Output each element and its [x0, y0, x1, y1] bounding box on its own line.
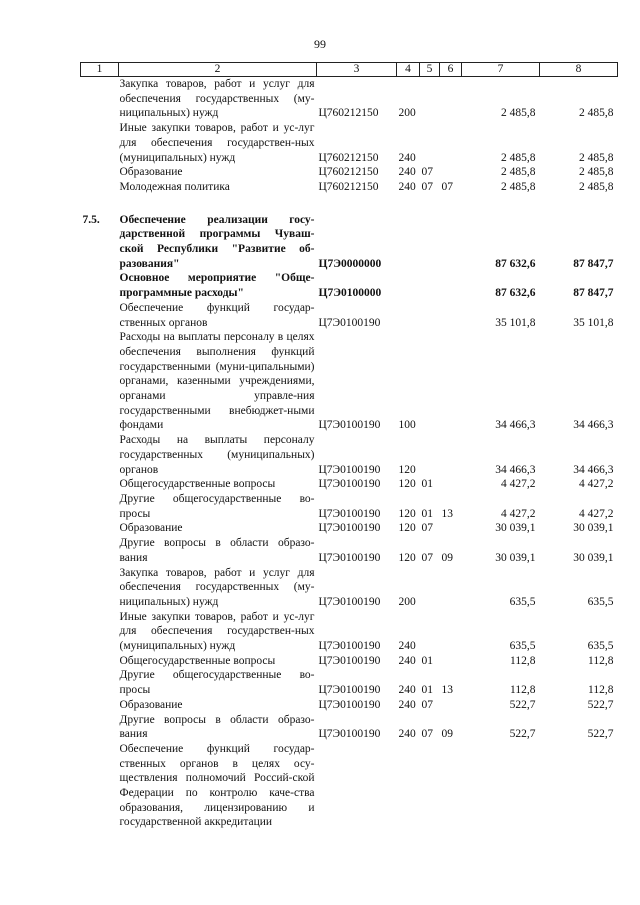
table-row	[81, 742, 618, 830]
target-code: Ц760212150	[318, 107, 379, 120]
header-cell-4: 4	[397, 63, 420, 77]
section-number	[81, 330, 119, 433]
subsection-code	[440, 330, 462, 433]
subsection-code	[440, 165, 462, 180]
amount-year-2	[540, 742, 618, 830]
amount-year-1: 30 039,1	[495, 522, 536, 535]
table-row	[81, 213, 618, 272]
amount-year-2: 4 427,2	[579, 507, 614, 520]
budget-table	[80, 62, 618, 830]
section-number	[81, 180, 119, 195]
amount-year-1: 2 485,8	[501, 151, 536, 164]
table-row	[81, 610, 618, 654]
amount-year-2: 30 039,1	[573, 522, 614, 535]
row-name: Другие общегосударственные во-просы	[119, 669, 315, 697]
subsection-code	[440, 566, 462, 610]
table-row	[81, 654, 618, 669]
expense-type: 240	[398, 180, 416, 193]
section-code	[420, 77, 440, 122]
amount-year-1: 2 485,8	[501, 180, 536, 193]
table-row	[81, 433, 618, 477]
section-code: 07	[421, 698, 433, 711]
amount-year-1: 35 101,8	[495, 316, 536, 329]
amount-year-2: 635,5	[587, 595, 614, 608]
amount-year-2: 2 485,8	[579, 151, 614, 164]
subsection-code: 09	[441, 551, 453, 564]
subsection-code	[440, 77, 462, 122]
expense-type: 100	[398, 419, 416, 432]
row-name: Молодежная политика	[119, 180, 230, 193]
row-name: Образование	[119, 698, 183, 711]
subsection-code	[440, 433, 462, 477]
header-cell-3: 3	[317, 63, 397, 77]
row-name: Общегосударственные вопросы	[119, 478, 276, 491]
table-row	[81, 77, 618, 122]
section-code	[420, 610, 440, 654]
section-number	[81, 492, 119, 521]
row-name: Общегосударственные вопросы	[119, 654, 276, 667]
section-code	[420, 330, 440, 433]
section-number	[81, 698, 119, 713]
section-number	[81, 521, 119, 536]
expense-type: 120	[398, 478, 416, 491]
target-code: Ц760212150	[318, 151, 379, 164]
expense-type	[397, 301, 420, 330]
amount-year-2: 34 466,3	[573, 419, 614, 432]
amount-year-1: 34 466,3	[495, 419, 536, 432]
section-code: 07	[421, 728, 433, 741]
section-code	[420, 213, 440, 272]
target-code	[317, 742, 397, 830]
amount-year-2: 2 485,8	[579, 180, 614, 193]
section-code: 07	[421, 166, 433, 179]
section-number	[81, 301, 119, 330]
table-row	[81, 477, 618, 492]
row-name: Другие вопросы в области образо-вания	[119, 537, 315, 564]
subsection-code: 13	[441, 684, 453, 697]
target-code: Ц7Э0100190	[318, 316, 381, 329]
table-row	[81, 698, 618, 713]
expense-type: 200	[398, 595, 416, 608]
section-code	[420, 566, 440, 610]
row-name: Другие общегосударственные во-просы	[119, 492, 315, 520]
table-body	[81, 77, 618, 831]
expense-type	[397, 271, 420, 300]
amount-year-2: 635,5	[587, 640, 614, 653]
amount-year-2: 34 466,3	[573, 463, 614, 476]
amount-year-1: 4 427,2	[501, 478, 536, 491]
table-row	[81, 180, 618, 195]
table-row	[81, 668, 618, 697]
amount-year-2: 2 485,8	[579, 107, 614, 120]
expense-type	[397, 742, 420, 830]
header-cell-1: 1	[81, 63, 119, 77]
subsection-code	[440, 654, 462, 669]
section-code: 07	[421, 551, 433, 564]
amount-year-2: 4 427,2	[579, 478, 614, 491]
amount-year-1: 34 466,3	[495, 463, 536, 476]
header-cell-5: 5	[420, 63, 440, 77]
target-code: Ц7Э0100190	[318, 654, 381, 667]
target-code: Ц7Э0100190	[318, 419, 381, 432]
subsection-code: 07	[441, 180, 453, 193]
expense-type: 240	[398, 728, 416, 741]
spacer-row	[81, 195, 618, 213]
amount-year-2: 112,8	[588, 654, 614, 667]
table-row	[81, 121, 618, 165]
amount-year-1: 2 485,8	[501, 166, 536, 179]
target-code: Ц760212150	[318, 166, 379, 179]
amount-year-1: 4 427,2	[501, 507, 536, 520]
target-code: Ц7Э0100190	[318, 698, 381, 711]
amount-year-1: 522,7	[509, 698, 536, 711]
section-number: 7.5.	[82, 213, 100, 226]
section-code: 01	[421, 507, 433, 520]
row-name: Расходы на выплаты персоналу в целях обеспечения выполнения функций государственными (муни-ципальными) органами, казенными учреждениями, органами управле-ния государственными внебюджет-ными фондами	[119, 331, 315, 432]
target-code: Ц7Э0100190	[318, 507, 381, 520]
row-name: Образование	[119, 522, 183, 535]
section-number	[81, 121, 119, 165]
table-row	[81, 271, 618, 300]
section-number	[81, 566, 119, 610]
target-code: Ц760212150	[318, 180, 379, 193]
section-code: 07	[421, 522, 433, 535]
row-name: Образование	[119, 166, 183, 179]
section-number	[81, 668, 119, 697]
table-row	[81, 301, 618, 330]
section-number	[81, 536, 119, 565]
subsection-code	[440, 742, 462, 830]
target-code: Ц7Э0100190	[318, 478, 381, 491]
section-code: 01	[421, 684, 433, 697]
subsection-code	[440, 121, 462, 165]
table-header	[81, 63, 618, 77]
subsection-code	[440, 610, 462, 654]
section-number	[81, 654, 119, 669]
table-row	[81, 330, 618, 433]
target-code: Ц7Э0100190	[318, 595, 381, 608]
subsection-code	[440, 477, 462, 492]
section-code	[420, 301, 440, 330]
subsection-code	[440, 521, 462, 536]
expense-type	[397, 213, 420, 272]
expense-type: 240	[398, 698, 416, 711]
section-number	[81, 477, 119, 492]
table-row	[81, 492, 618, 521]
row-name: Иные закупки товаров, работ и ус-луг для обеспечения государствен-ных (муниципальных) нужд	[119, 610, 315, 653]
amount-year-2: 87 847,7	[573, 287, 614, 300]
section-number	[81, 165, 119, 180]
row-name: Другие вопросы в области образо-вания	[119, 713, 315, 741]
section-code: 01	[421, 654, 433, 667]
subsection-code	[440, 213, 462, 272]
row-name: Закупка товаров, работ и услуг для обеспечения государственных (му-ниципальных) нужд	[119, 78, 315, 120]
amount-year-2: 522,7	[587, 728, 614, 741]
table-row	[81, 566, 618, 610]
amount-year-2: 87 847,7	[573, 257, 614, 270]
section-code	[420, 121, 440, 165]
header-cell-6: 6	[440, 63, 462, 77]
header-row	[81, 63, 618, 77]
expense-type: 200	[398, 107, 416, 120]
amount-year-1: 87 632,6	[495, 287, 536, 300]
expense-type: 240	[398, 654, 416, 667]
target-code: Ц7Э0100190	[318, 463, 381, 476]
amount-year-1: 635,5	[509, 595, 536, 608]
expense-type: 120	[398, 463, 416, 476]
subsection-code	[440, 301, 462, 330]
target-code: Ц7Э0100190	[318, 522, 381, 535]
target-code: Ц7Э0100190	[318, 684, 381, 697]
expense-type: 240	[398, 166, 416, 179]
row-name: Основное мероприятие "Обще-программные расходы"	[119, 272, 315, 300]
section-number	[81, 77, 119, 122]
amount-year-1: 112,8	[510, 654, 536, 667]
target-code: Ц7Э0000000	[318, 257, 382, 270]
expense-type: 120	[398, 522, 416, 535]
amount-year-2: 112,8	[588, 684, 614, 697]
table-row	[81, 713, 618, 742]
row-name: Обеспечение функций государ-ственных органов в целях осу-ществления полномочий Россий-ской Федерации по контролю каче-ства образования, лицензированию и государственной аккредитации	[119, 742, 315, 829]
header-cell-2: 2	[119, 63, 317, 77]
section-code	[420, 433, 440, 477]
subsection-code: 09	[441, 728, 453, 741]
row-name: Закупка товаров, работ и услуг для обеспечения государственных (му-ниципальных) нужд	[119, 566, 315, 608]
target-code: Ц7Э0100190	[318, 640, 381, 653]
amount-year-2: 30 039,1	[573, 551, 614, 564]
amount-year-1	[462, 742, 540, 830]
expense-type: 240	[398, 151, 416, 164]
target-code: Ц7Э0100000	[318, 287, 382, 300]
section-number	[81, 713, 119, 742]
amount-year-1: 112,8	[510, 684, 536, 697]
expense-type: 240	[398, 640, 416, 653]
row-name: Обеспечение функций государ-ственных органов	[119, 301, 315, 329]
spacer-cell	[81, 195, 618, 213]
expense-type: 120	[398, 507, 416, 520]
subsection-code	[440, 271, 462, 300]
section-code	[420, 271, 440, 300]
subsection-code	[440, 698, 462, 713]
row-name: Иные закупки товаров, работ и ус-луг для обеспечения государствен-ных (муниципальных) нужд	[119, 122, 315, 164]
target-code: Ц7Э0100190	[318, 728, 381, 741]
header-cell-7: 7	[462, 63, 540, 77]
section-number	[81, 742, 119, 830]
section-code: 01	[421, 478, 433, 491]
amount-year-2: 35 101,8	[573, 316, 614, 329]
amount-year-2: 2 485,8	[579, 166, 614, 179]
row-name: Расходы на выплаты персоналу государственных (муниципальных) органов	[119, 434, 315, 476]
page-number: 99	[314, 37, 326, 51]
section-number	[81, 271, 119, 300]
amount-year-1: 87 632,6	[495, 257, 536, 270]
expense-type: 120	[398, 551, 416, 564]
header-cell-8: 8	[540, 63, 618, 77]
section-number	[81, 610, 119, 654]
amount-year-1: 522,7	[509, 728, 536, 741]
amount-year-2: 522,7	[587, 698, 614, 711]
table-row	[81, 536, 618, 565]
table-row	[81, 521, 618, 536]
amount-year-1: 30 039,1	[495, 551, 536, 564]
expense-type: 240	[398, 684, 416, 697]
target-code: Ц7Э0100190	[318, 551, 381, 564]
section-code: 07	[421, 180, 433, 193]
table-row	[81, 165, 618, 180]
amount-year-1: 2 485,8	[501, 107, 536, 120]
section-code	[420, 742, 440, 830]
amount-year-1: 635,5	[509, 640, 536, 653]
section-number	[81, 433, 119, 477]
subsection-code: 13	[441, 507, 453, 520]
row-name: Обеспечение реализации госу-дарственной программы Чуваш-ской Республики "Развитие об-разования"	[119, 213, 315, 270]
